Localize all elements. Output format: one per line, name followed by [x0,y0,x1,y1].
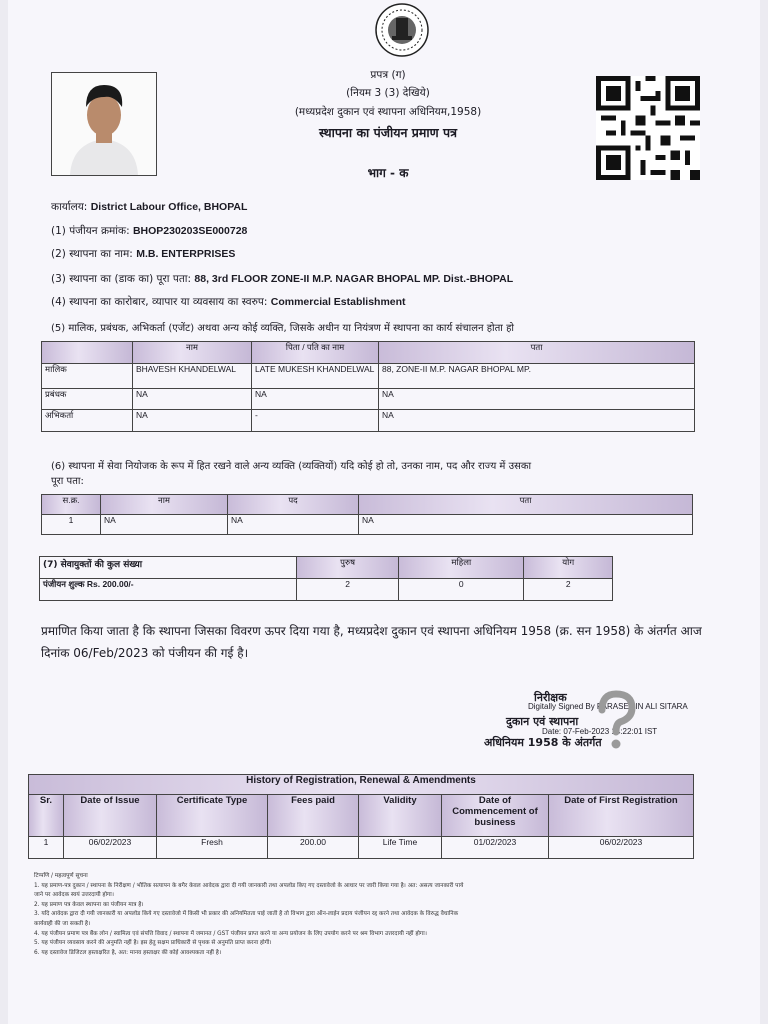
qr-code-icon [595,76,701,180]
office-line [51,200,247,214]
role-cell: अभिकर्ता [42,410,133,432]
part-heading: भाग - क [367,166,409,180]
male-count: 2 [297,579,399,601]
table-row [42,515,693,535]
table-row [40,579,613,601]
employee-count-title: (7) सेवायुक्तों की कुल संख्या [40,557,297,579]
section6-text-line2: पूरा पता: [51,476,84,487]
registration-label: (1) पंजीयन क्रमांक: [51,225,130,237]
employee-count-table [39,556,613,601]
registration-number: BHOP230203SE000728 [132,225,248,237]
certificate-page [8,0,760,1024]
digital-signature-name: Digitally Signed By PARASEMIN ALI SITARA [528,702,688,711]
history-issue-date: 06/02/2023 [64,837,157,859]
state-emblem-icon [372,2,432,58]
name-cell: NA [101,515,228,535]
inspector-title: निरीक्षक [534,691,567,704]
employer-interest-table [41,494,693,535]
rule-reference: (नियम 3 (3) देखिये) [346,87,430,99]
interest-header-cell: नाम [101,495,228,515]
post-cell: NA [228,515,359,535]
digital-signature-date: Date: 07-Feb-2023 14:22:01 IST [542,727,658,736]
history-header-cell: Certificate Type [157,795,268,837]
registration-fee: पंजीयन शुल्क Rs. 200.00/- [40,579,297,601]
establishment-name-line [51,247,235,261]
inspector-act: अधिनियम 1958 के अंतर्गत [484,736,602,749]
history-header-cell: Validity [359,795,442,837]
address-cell: NA [379,389,695,410]
table-row [29,837,694,859]
act-reference: (मध्यप्रदेश दुकान एवं स्थापना अधिनियम,1958) [294,106,482,118]
business-nature-value: Commercial Establishment [270,296,406,308]
note-item: 5. यह पंजीयन व्यवसाय करने की अनुमति नहीं है। इस हेतु सक्षम प्राधिकारी से पृथक से अनुमति प्राप्त करना होगी। [34,940,272,947]
persons-header-cell: पता [379,342,695,364]
note-item: जाने पर आवेदक स्वयं उत्तरदायी होगा। [34,892,114,899]
table-row [42,389,695,410]
address-cell: 88, ZONE-II M.P. NAGAR BHOPAL MP. [379,364,695,389]
note-item: 3. यदि आवेदक द्वारा दी गयी जानकारी या अपलोड किये गए दस्तावेजो में किसी भी प्रकार की अनियमितता पाई जाती है तो विभाग द्वारा ऑन-लाईन प्रदाय पंजीयन रद्द करने तथा आवेदक के विरुद्ध वैधानिक [34,911,459,918]
history-serial: 1 [29,837,64,859]
address-cell: NA [359,515,693,535]
history-validity: Life Time [359,837,442,859]
address-line [51,272,513,286]
name-cell: BHAVESH KHANDELWAL [133,364,252,389]
female-count: 0 [399,579,524,601]
address-cell: NA [379,410,695,432]
business-nature-line [51,295,406,309]
history-certificate-type: Fresh [157,837,268,859]
inspector-department: दुकान एवं स्थापना [506,715,579,728]
registration-line [51,224,247,238]
name-cell: NA [133,389,252,410]
history-table [28,774,694,859]
father-name-cell: NA [252,389,379,410]
document-title: स्थापना का पंजीयन प्रमाण पत्र [318,125,458,140]
notes-section [34,872,724,958]
office-value: District Labour Office, BHOPAL [90,201,248,213]
history-commencement-date: 01/02/2023 [442,837,549,859]
count-header-cell: पुरुष [297,557,399,579]
history-header-cell: Date of Commencement of business [442,795,549,837]
note-item: 1. यह प्रमाण-पत्र दुकान / स्थापना के निरीक्षण / भौतिक सत्यापन के बगैर केवल आवेदक द्वारा दी गयी जानकारी तथा अपलोड किए गए दस्तावेजो के आधार पर जारी किया गया है। अत: असत्य जानकारी पाये [34,882,464,889]
note-item: 6. यह दस्तावेज डिजिटल हस्ताक्षरित है, अत: मानव हस्ताक्षर की कोई आवश्यकता नहीं है। [34,949,222,956]
history-title: History of Registration, Renewal & Amendments [29,775,694,795]
interest-header-cell: पता [359,495,693,515]
certification-statement: प्रमाणित किया जाता है कि स्थापना जिसका विवरण ऊपर दिया गया है, मध्यप्रदेश दुकान एवं स्थापना अधिनियम 1958 (क्र. सन 1958) के अंतर्गत आज दिनांक 06/Feb/2023 को पंजीयन की गई है। [41,624,702,660]
form-name: प्रपत्र (ग) [370,69,406,81]
father-name-cell: - [252,410,379,432]
note-item: 4. यह पंजीयन प्रमाण पत्र बैंक लोन / स्वामित्व एवं संपत्ति विवाद / स्थापना में जमानत / GST पंजीयन प्राप्त करने या अन्य प्रयोजन के लिए उपयोग करने पर श्रम विभाग उत्तरदायी नहीं होगा। [34,930,427,937]
count-header-cell: महिला [399,557,524,579]
history-header-cell: Date of Issue [64,795,157,837]
business-nature-label: (4) स्थापना का कारोबार, व्यापार या व्यवसाय का स्वरुप: [51,296,268,308]
interest-header-cell: स.क्र. [42,495,101,515]
persons-header-cell: पिता / पति का नाम [252,342,379,364]
role-cell: मालिक [42,364,133,389]
table-row [42,364,695,389]
establishment-name-label: (2) स्थापना का नाम: [51,248,133,260]
history-header-cell: Date of First Registration [549,795,694,837]
persons-header-cell [42,342,133,364]
note-item: 2. यह प्रमाण पत्र केवल स्थापना का पंजीयन मात्र है। [34,901,144,908]
establishment-name: M.B. ENTERPRISES [136,248,236,260]
persons-header-cell: नाम [133,342,252,364]
serial-cell: 1 [42,515,101,535]
note-item: कार्यवाही की जा सकती है। [34,920,91,927]
count-header-cell: योग [524,557,613,579]
table-row [42,410,695,432]
persons-table [41,341,695,432]
persons-heading: (5) मालिक, प्रबंधक, अभिकर्ता (एजेंट) अथवा अन्य कोई व्यक्ति, जिसके अधीन या नियंत्रण में स्थापना का कार्य संचालन होता हो [51,323,514,334]
office-label: कार्यालय: [51,201,88,213]
total-count: 2 [524,579,613,601]
name-cell: NA [133,410,252,432]
owner-photo [51,72,157,176]
notes-heading: टिप्पणि / महत्वपूर्ण सूचना [34,873,88,879]
history-header-cell: Fees paid [268,795,359,837]
history-header-cell: Sr. [29,795,64,837]
address-value: 88, 3rd FLOOR ZONE-II M.P. NAGAR BHOPAL MP. Dist.-BHOPAL [194,273,514,285]
father-name-cell: LATE MUKESH KHANDELWAL [252,364,379,389]
history-first-registration-date: 06/02/2023 [549,837,694,859]
section6-text-line1: (6) स्थापना में सेवा नियोजक के रूप में हित रखने वाले अन्य व्यक्ति (व्यक्तियों) यदि कोई हो तो, उनका नाम, पद और राज्य में उसका [51,461,532,472]
interest-header-cell: पद [228,495,359,515]
history-fees-paid: 200.00 [268,837,359,859]
address-label: (3) स्थापना का (डाक का) पूरा पता: [51,273,192,285]
signature-verification-icon [590,690,640,752]
role-cell: प्रबंधक [42,389,133,410]
